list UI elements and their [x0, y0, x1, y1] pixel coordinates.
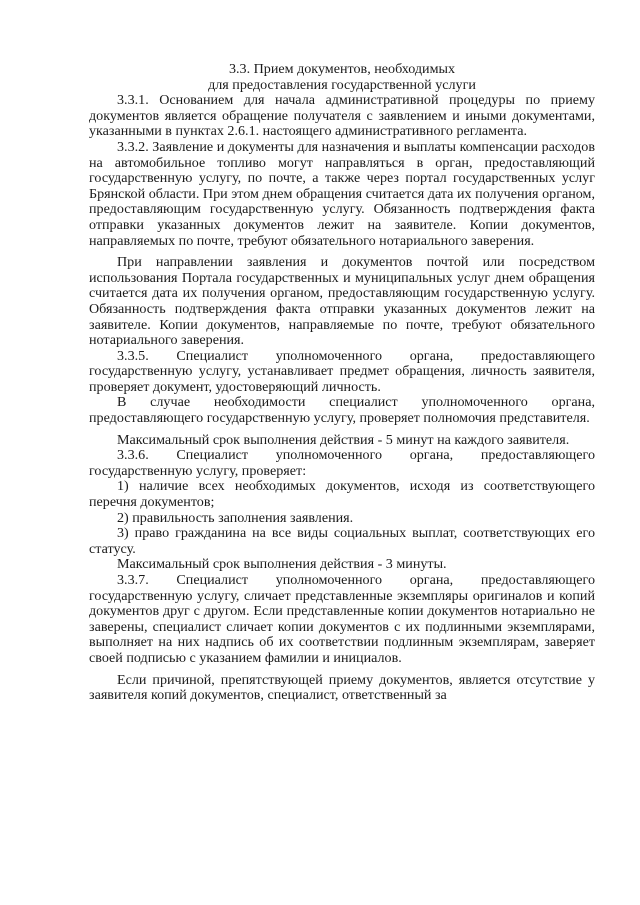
list-item-1: 1) наличие всех необходимых документов, исходя из соответствующего перечня документов; — [89, 478, 595, 511]
paragraph-3-3-6: 3.3.6. Специалист уполномоченного органа, предоставляющего государственную услугу, проверяет: — [89, 447, 595, 479]
paragraph-missing-copies: Если причиной, препятствующей приему документов, является отсутствие у заявителя копий документов, специалист, ответственный за — [89, 671, 595, 704]
paragraph-mail-portal: При направлении заявления и документов почтой или посредством использования Портала государственных и муниципальных услуг днем обращения считается дата их получения органом, предоставляющим государственную услугу. Обязанность подтверждения факта отправки указанных документов лежит на заявителе. Копии документов, направляемые по почте, требуют обязательного нотариального заверения. — [89, 254, 595, 349]
section-title-line-1: 3.3. Прием документов, необходимых — [228, 61, 456, 77]
paragraph-representative: В случае необходимости специалист уполномоченного органа, предоставляющего государственную услугу, проверяет полномочия представителя. — [89, 394, 595, 427]
list-item-3: 3) право гражданина на все виды социальных выплат, соответствующих его статусу. — [89, 525, 595, 557]
paragraph-3-3-2: 3.3.2. Заявление и документы для назначения и выплаты компенсации расходов на автомобильное топливо могут направляться в орган, предоставляющий государственную услугу, по почте, а также через портал государственных услуг Брянской области. При этом днем обращения считается дата их получения органом, предоставляющим государственную услугу. Обязанность подтверждения факта отправки указанных документов лежит на заявителе. Копии документов, направляемых по почте, требуют обязательного нотариального заверения. — [89, 138, 595, 249]
paragraph-3-3-7: 3.3.7. Специалист уполномоченного органа, предоставляющего государственную услугу, сличает представленные экземпляры оригиналов и копий документов друг с другом. Если представленные копии документов нотариально не заверены, специалист сличает копии документов с их подлинными экземплярами, выполняет на них надпись об их соответствии подлинным экземплярам, заверяет своей подписью с указанием фамилии и инициалов. — [89, 572, 595, 666]
paragraph-max-time-5: Максимальный срок выполнения действия - 5 минут на каждого заявителя. — [117, 431, 570, 448]
document-page — [89, 62, 595, 704]
list-item-2: 2) правильность заполнения заявления. — [117, 509, 354, 526]
paragraph-max-time-3: Максимальный срок выполнения действия - 3 минуты. — [117, 556, 447, 573]
paragraph-3-3-5: 3.3.5. Специалист уполномоченного органа, предоставляющего государственную услугу, устанавливает предмет обращения, личность заявителя, проверяет документ, удостоверяющий личность. — [89, 347, 595, 395]
paragraph-3-3-1: 3.3.1. Основанием для начала административной процедуры по приему документов является обращение получателя с заявлением и иными документами, указанными в пунктах 2.6.1. настоящего административного регламента. — [89, 92, 595, 140]
section-title-line-2: для предоставления государственной услуги — [208, 76, 476, 93]
